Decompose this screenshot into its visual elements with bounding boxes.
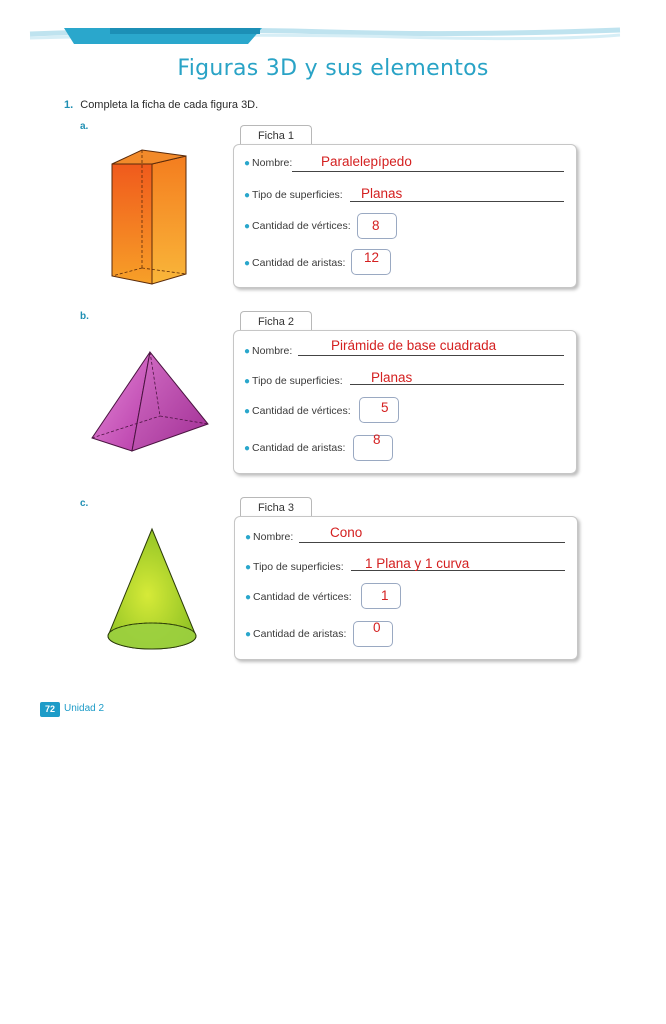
ficha-1-tab: Ficha 1 [240, 125, 312, 145]
tipo-label: Tipo de superficies: [252, 375, 343, 387]
ficha-2-nombre-answer[interactable]: Pirámide de base cuadrada [331, 338, 497, 353]
ficha-2-tipo-row [244, 375, 343, 397]
nombre-label: Nombre: [252, 157, 293, 169]
bullet-icon: ● [244, 190, 251, 201]
nombre-label: Nombre: [253, 531, 294, 543]
ficha-1-nombre-answer[interactable]: Paralelepípedo [321, 154, 412, 169]
ficha-3-card [234, 516, 578, 660]
bullet-icon: ● [244, 406, 251, 417]
bullet-icon: ● [244, 258, 251, 269]
bullet-icon: ● [245, 562, 252, 573]
ficha-3-tipo-row [245, 561, 344, 583]
ficha-1-card [233, 144, 577, 288]
ficha-2-aristas-row [244, 442, 345, 464]
ficha-1-tipo-row [244, 189, 343, 211]
ficha-2-card [233, 330, 577, 474]
unit-label: Unidad 2 [64, 703, 105, 714]
aristas-label: Cantidad de aristas: [252, 442, 346, 454]
ficha-2-nombre-row [244, 345, 292, 367]
aristas-label: Cantidad de aristas: [252, 257, 346, 269]
vertices-label: Cantidad de vértices: [252, 220, 351, 232]
ficha-3-aristas-row [245, 628, 346, 650]
bullet-icon: ● [245, 592, 252, 603]
ficha-2-vertices-box[interactable] [359, 397, 399, 423]
item-letter-b: b. [80, 311, 89, 322]
item-letter-c: c. [80, 498, 89, 509]
ficha-1-vertices-row [244, 220, 351, 242]
bullet-icon: ● [244, 346, 251, 357]
nombre-label: Nombre: [252, 345, 293, 357]
ficha-3-nombre-row [245, 531, 293, 553]
ficha-3-vertices-row [245, 591, 352, 613]
ficha-2-aristas-answer: 8 [373, 432, 381, 447]
ficha-3-nombre-answer[interactable]: Cono [330, 525, 363, 540]
ficha-3-tipo-answer[interactable]: 1 Plana y 1 curva [365, 556, 470, 571]
rectangular-prism-figure [104, 146, 194, 288]
tipo-label: Tipo de superficies: [253, 561, 344, 573]
bullet-icon: ● [244, 158, 251, 169]
page-number-badge: 72 [40, 702, 60, 717]
instruction-number: 1. [64, 99, 74, 111]
ficha-2-tab: Ficha 2 [240, 311, 312, 331]
cone-figure [104, 526, 200, 654]
ficha-1-aristas-answer: 12 [364, 250, 380, 265]
item-letter-a: a. [80, 121, 89, 132]
vertices-label: Cantidad de vértices: [252, 405, 351, 417]
ficha-1-nombre-row [244, 157, 292, 179]
instruction-text: Completa la ficha de cada figura 3D. [80, 99, 259, 111]
square-pyramid-figure [90, 350, 212, 454]
ficha-3-vertices-answer: 1 [381, 588, 389, 603]
ficha-3-aristas-answer: 0 [373, 620, 381, 635]
bullet-icon: ● [245, 629, 252, 640]
bullet-icon: ● [244, 376, 251, 387]
ficha-2-tipo-answer[interactable]: Planas [371, 370, 413, 385]
ficha-1-tipo-answer[interactable]: Planas [361, 186, 403, 201]
vertices-label: Cantidad de vértices: [253, 591, 352, 603]
ficha-2-vertices-row [244, 405, 351, 427]
bullet-icon: ● [244, 443, 251, 454]
header-band [0, 0, 666, 48]
aristas-label: Cantidad de aristas: [253, 628, 347, 640]
page-title: Figuras 3D y sus elementos [177, 56, 489, 81]
ficha-1-aristas-row [244, 257, 345, 279]
bullet-icon: ● [245, 532, 252, 543]
bullet-icon: ● [244, 221, 251, 232]
ficha-2-vertices-answer: 5 [381, 400, 389, 415]
ficha-1-vertices-answer: 8 [372, 218, 380, 233]
instruction [64, 99, 258, 111]
ficha-3-tab: Ficha 3 [240, 497, 312, 517]
tipo-label: Tipo de superficies: [252, 189, 343, 201]
